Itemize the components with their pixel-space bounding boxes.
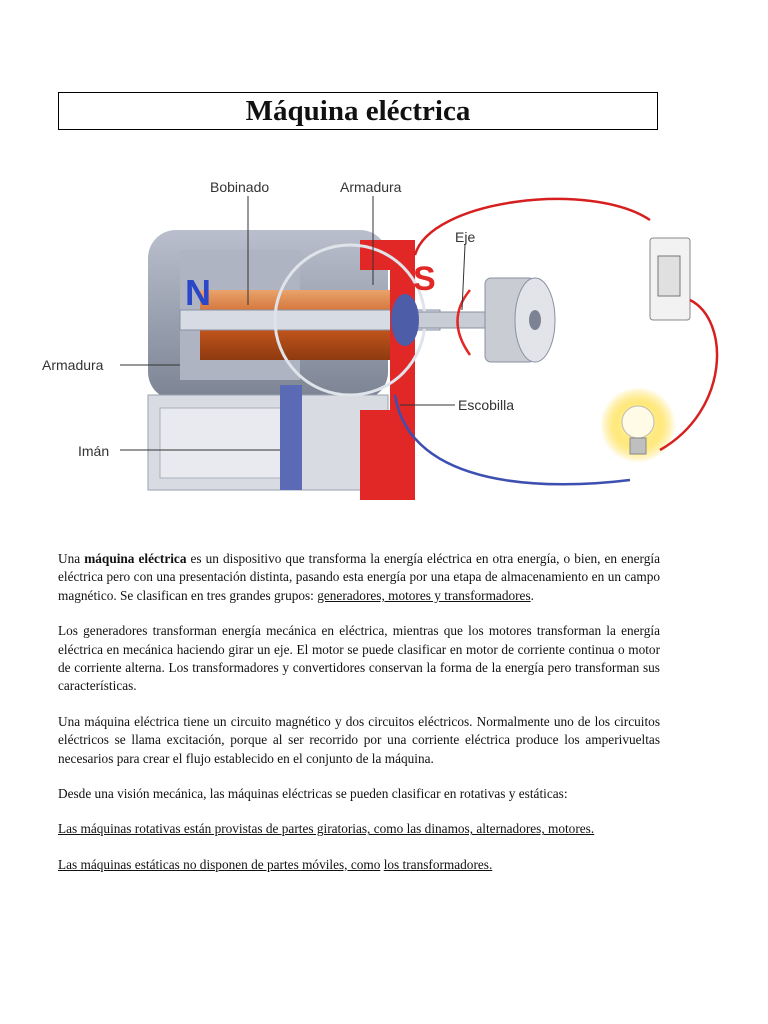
- pole-n-label: N: [185, 272, 211, 313]
- intro-end: .: [530, 587, 534, 603]
- label-eje: Eje: [455, 229, 476, 245]
- label-escobilla: Escobilla: [458, 397, 515, 413]
- paragraph-circuits: Una máquina eléctrica tiene un circuito magnético y dos circuitos eléctricos. Normalmente uno de los circuitos eléctricos se llama excitación, porque al ser recorrido por una corriente eléctrica produce los amperivueltas necesarios para crear el flujo establecido en el conjunto de la máquina.: [58, 713, 660, 766]
- estaticas-text: Las máquinas estáticas no disponen de partes móviles, como: [58, 856, 381, 872]
- label-bobinado: Bobinado: [210, 179, 270, 195]
- pole-s-label: S: [413, 260, 436, 298]
- document-body: [58, 550, 660, 891]
- paragraph-estaticas: [58, 856, 660, 874]
- label-armadura-left: Armadura: [42, 357, 104, 373]
- intro-body: es un dispositivo que transforma la energía eléctrica en otra energía, o bien, en energía eléctrica pero con una presentación distinta, pasando esta energía por una etapa de almacenamiento en un campo magnético. Se clasifican en tres grandes grupos:: [58, 551, 660, 603]
- transformadores-link[interactable]: los transformadores.: [383, 856, 493, 872]
- electric-machine-diagram: [30, 160, 730, 510]
- switch: [650, 238, 690, 320]
- label-iman: Imán: [78, 443, 110, 459]
- label-armadura-top: Armadura: [340, 179, 402, 195]
- paragraph-generators: Los generadores transforman energía mecánica en eléctrica, mientras que los motores transforman la energía eléctrica en mecánica haciendo girar un eje. El motor se puede clasificar en motor de corriente continua o motor de corriente alterna. Los transformadores y convertidores conservan la forma de la energía pero transforman sus características.: [58, 623, 660, 694]
- title-box: [58, 92, 658, 130]
- paragraph-classification: Desde una visión mecánica, las máquinas eléctricas se pueden clasificar en rotativas y estáticas:: [58, 786, 568, 802]
- paragraph-rotativas: Las máquinas rotativas están provistas de partes giratorias, como las dinamos, alternadores, motores.: [58, 821, 595, 837]
- term-maquina-electrica: máquina eléctrica: [84, 551, 187, 566]
- groups-link[interactable]: generadores, motores y transformadores: [317, 587, 531, 603]
- light-bulb: [600, 387, 676, 463]
- page-title: Máquina eléctrica: [245, 94, 471, 127]
- intro-start: Una: [58, 551, 85, 566]
- paragraph-intro: [58, 550, 660, 605]
